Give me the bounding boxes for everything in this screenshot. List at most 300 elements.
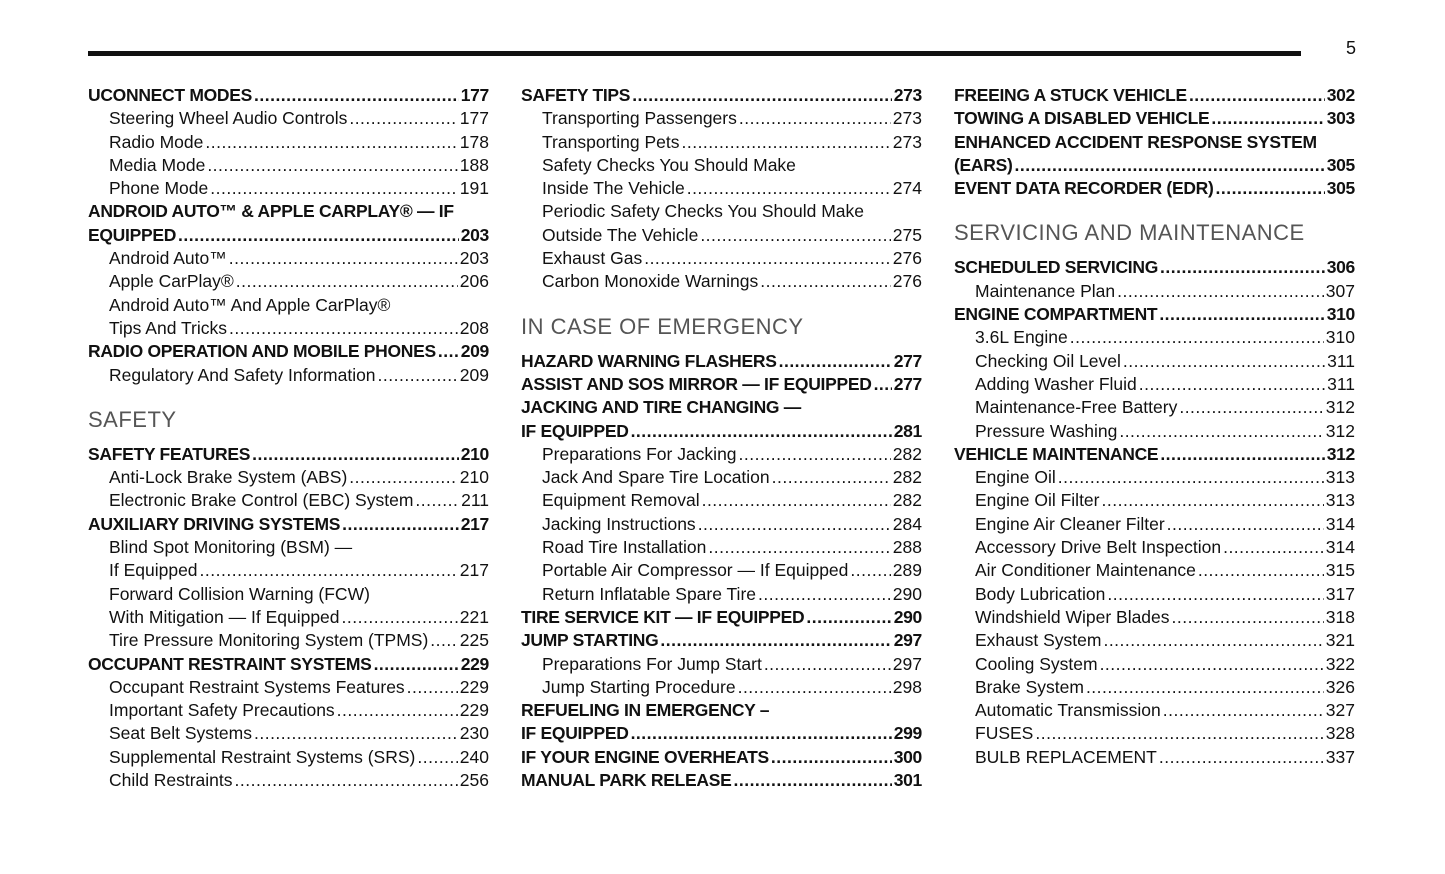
toc-entry-title: Equipment Removal (542, 490, 700, 511)
toc-entry[interactable] (88, 247, 489, 270)
toc-entry[interactable] (88, 722, 489, 745)
dot-leader (378, 364, 458, 387)
toc-page-number: 290 (892, 583, 922, 604)
dot-leader (200, 559, 458, 582)
toc-entry-title: Child Restraints (109, 770, 233, 791)
toc-entry-title: Engine Air Cleaner Filter (975, 513, 1165, 534)
toc-page-number: 276 (892, 248, 922, 269)
toc-entry[interactable] (954, 443, 1355, 466)
toc-entry-title: Inside The Vehicle (542, 178, 685, 199)
toc-entry[interactable] (521, 583, 922, 606)
dot-leader (764, 653, 891, 676)
dot-leader (631, 420, 892, 443)
toc-entry[interactable] (521, 722, 922, 745)
toc-page-number: 206 (459, 271, 489, 292)
toc-entry-title: Jack And Spare Tire Location (542, 467, 770, 488)
toc-page-number: 305 (1326, 178, 1355, 199)
toc-entry[interactable] (521, 676, 922, 699)
toc-entry[interactable] (521, 466, 922, 489)
toc-page-number: 297 (893, 630, 922, 651)
toc-entry-title: Safety Checks You Should Make (542, 154, 796, 175)
toc-page-number: 276 (892, 271, 922, 292)
dot-leader (1211, 107, 1324, 130)
toc-page-number: 307 (1325, 280, 1355, 301)
toc-page-number: 217 (459, 560, 489, 581)
toc-entry[interactable] (954, 177, 1355, 200)
toc-entry[interactable] (954, 489, 1355, 512)
dot-leader (687, 177, 891, 200)
dot-leader (779, 350, 892, 373)
toc-page-number: 178 (459, 131, 489, 152)
toc-entry[interactable] (88, 177, 489, 200)
dot-leader (1103, 629, 1323, 652)
toc-entry-title: EVENT DATA RECORDER (EDR) (954, 178, 1214, 199)
toc-page-number: 299 (893, 723, 922, 744)
dot-leader (698, 513, 891, 536)
toc-entry-title: Accessory Drive Belt Inspection (975, 537, 1222, 558)
toc-entry-title: BULB REPLACEMENT (975, 746, 1157, 767)
toc-entry[interactable] (954, 373, 1355, 396)
toc-entry[interactable] (88, 317, 489, 340)
toc-entry-continued (521, 154, 922, 177)
toc-entry[interactable] (521, 443, 922, 466)
toc-entry-title: Brake System (975, 676, 1084, 697)
toc-page-number: 302 (1326, 85, 1355, 105)
dot-leader (1035, 722, 1323, 745)
toc-entry-title: ASSIST AND SOS MIRROR — IF EQUIPPED (521, 373, 872, 394)
section-heading: IN CASE OF EMERGENCY (521, 313, 804, 339)
toc-entry[interactable] (954, 699, 1355, 722)
toc-page-number: 177 (460, 85, 489, 105)
toc-page-number: 209 (460, 341, 489, 362)
toc-entry-title: ENHANCED ACCIDENT RESPONSE SYSTEM (954, 131, 1317, 152)
toc-entry[interactable] (521, 131, 922, 154)
toc-page-number: 203 (460, 224, 489, 245)
toc-page-number: 312 (1325, 420, 1355, 441)
toc-page-number: 318 (1325, 606, 1355, 627)
toc-page-number: 290 (893, 606, 922, 627)
toc-entry[interactable] (521, 107, 922, 130)
dot-leader (1216, 177, 1325, 200)
toc-entry-continued (88, 294, 489, 317)
toc-page-number: 281 (893, 420, 922, 441)
toc-page-number: 203 (459, 248, 489, 269)
toc-page-number: 210 (460, 443, 489, 464)
toc-page-number: 230 (459, 723, 489, 744)
toc-entry-title: ENGINE COMPARTMENT (954, 304, 1158, 325)
section-heading: SERVICING AND MAINTENANCE (954, 220, 1305, 246)
toc-entry-continued (88, 583, 489, 606)
toc-entry[interactable] (954, 350, 1355, 373)
toc-entry[interactable] (521, 559, 922, 582)
toc-page-number: 221 (459, 606, 489, 627)
toc-entry[interactable] (954, 722, 1355, 745)
toc-entry[interactable] (954, 466, 1355, 489)
toc-page-number: 225 (459, 630, 489, 651)
toc-entry-title: Exhaust System (975, 630, 1102, 651)
toc-entry[interactable] (521, 247, 922, 270)
toc-page-number: 188 (459, 154, 489, 175)
toc-entry[interactable] (88, 84, 489, 107)
toc-entry[interactable] (954, 606, 1355, 629)
toc-entry[interactable] (88, 270, 489, 293)
toc-entry-title: Radio Mode (109, 131, 204, 152)
toc-entry-title: Engine Oil (975, 467, 1056, 488)
dot-leader (1014, 154, 1324, 177)
toc-entry[interactable] (954, 303, 1355, 326)
toc-entry[interactable] (88, 653, 489, 676)
toc-page-number: 321 (1325, 630, 1355, 651)
toc-entry[interactable] (521, 629, 922, 652)
toc-page-number: 326 (1325, 676, 1355, 697)
toc-entry-continued (521, 396, 922, 419)
toc-entry-title: TIRE SERVICE KIT — IF EQUIPPED (521, 606, 805, 627)
dot-leader (430, 629, 458, 652)
toc-entry-title: Transporting Passengers (542, 108, 737, 129)
toc-entry-title: Tire Pressure Monitoring System (TPMS) (109, 630, 429, 651)
dot-leader (349, 466, 458, 489)
toc-page-number: 229 (460, 653, 489, 674)
toc-entry-title: Carbon Monoxide Warnings (542, 271, 759, 292)
toc-entry[interactable] (954, 84, 1355, 107)
toc-entry[interactable] (88, 699, 489, 722)
toc-column-3 (954, 84, 1355, 769)
dot-leader (235, 769, 458, 792)
toc-entry-title: Apple CarPlay® (109, 271, 234, 292)
dot-leader (1198, 559, 1324, 582)
toc-entry[interactable] (954, 420, 1355, 443)
dot-leader (708, 536, 890, 559)
toc-entry-title: JACKING AND TIRE CHANGING — (521, 397, 802, 418)
toc-page-number: 273 (892, 131, 922, 152)
toc-entry-title: Jacking Instructions (542, 513, 696, 534)
toc-entry-title: Important Safety Precautions (109, 700, 335, 721)
dot-leader (874, 373, 892, 396)
dot-leader (229, 317, 458, 340)
dot-leader (205, 131, 457, 154)
toc-page-number: 191 (459, 178, 489, 199)
dot-leader (337, 699, 458, 722)
toc-entry-title: Return Inflatable Spare Tire (542, 583, 757, 604)
toc-entry[interactable] (521, 177, 922, 200)
toc-entry[interactable] (88, 769, 489, 792)
toc-entry-title: OCCUPANT RESTRAINT SYSTEMS (88, 653, 372, 674)
toc-entry[interactable] (954, 536, 1355, 559)
toc-page-number: 229 (459, 700, 489, 721)
toc-entry[interactable] (521, 606, 922, 629)
dot-leader (1139, 373, 1325, 396)
dot-leader (631, 722, 892, 745)
toc-entry[interactable] (954, 676, 1355, 699)
toc-entry[interactable] (88, 629, 489, 652)
toc-page-number: 209 (459, 364, 489, 385)
dot-leader (1160, 256, 1325, 279)
dot-leader (1107, 583, 1323, 606)
toc-page-number: 314 (1325, 513, 1355, 534)
toc-entry[interactable] (88, 364, 489, 387)
dot-leader (739, 443, 891, 466)
toc-page-number: 275 (892, 224, 922, 245)
toc-entry-title: Portable Air Compressor — If Equipped (542, 560, 849, 581)
toc-entry-title: Electronic Brake Control (EBC) System (109, 490, 414, 511)
toc-entry-title: FUSES (975, 723, 1034, 744)
toc-entry[interactable] (88, 559, 489, 582)
toc-page-number: 311 (1327, 373, 1355, 394)
toc-entry-title: Exhaust Gas (542, 248, 643, 269)
toc-entry-title: Outside The Vehicle (542, 224, 699, 245)
dot-leader (1123, 350, 1325, 373)
toc-page-number: 289 (892, 560, 922, 581)
toc-entry[interactable] (88, 513, 489, 536)
toc-entry-title: Body Lubrication (975, 583, 1106, 604)
toc-page-number: 303 (1326, 108, 1355, 129)
toc-entry[interactable] (88, 676, 489, 699)
toc-entry-continued (521, 699, 922, 722)
toc-entry-title: IF EQUIPPED (521, 723, 629, 744)
dot-leader (632, 84, 892, 107)
dot-leader (1102, 489, 1324, 512)
dot-leader (407, 676, 458, 699)
toc-page-number: 298 (892, 676, 922, 697)
toc-page-number: 327 (1325, 700, 1355, 721)
toc-page-number: 273 (893, 85, 922, 105)
dot-leader (342, 606, 458, 629)
toc-entry-title: RADIO OPERATION AND MOBILE PHONES (88, 341, 436, 362)
toc-entry-title: Tips And Tricks (109, 317, 227, 338)
toc-page-number: 177 (459, 108, 489, 129)
toc-entry-title: Supplemental Restraint Systems (SRS) (109, 746, 416, 767)
toc-entry[interactable] (954, 154, 1355, 177)
dot-leader (374, 653, 459, 676)
dot-leader (700, 224, 890, 247)
toc-entry[interactable] (954, 280, 1355, 303)
dot-leader (758, 583, 891, 606)
dot-leader (210, 177, 458, 200)
toc-entry[interactable] (954, 107, 1355, 130)
toc-entry[interactable] (88, 489, 489, 512)
toc-page-number: 337 (1325, 746, 1355, 767)
toc-page-number: 322 (1325, 653, 1355, 674)
section-heading: SAFETY (88, 406, 177, 432)
toc-page-number: 312 (1325, 397, 1355, 418)
toc-entry-continued (88, 200, 489, 223)
toc-page-number: 277 (893, 350, 922, 371)
toc-entry[interactable] (521, 653, 922, 676)
toc-entry-title: Maintenance Plan (975, 280, 1116, 301)
toc-page-number: 311 (1327, 350, 1355, 371)
toc-entry[interactable] (521, 350, 922, 373)
toc-page-number: 301 (893, 770, 922, 791)
dot-leader (702, 489, 891, 512)
toc-entry-title: SCHEDULED SERVICING (954, 257, 1159, 278)
toc-entry[interactable] (954, 746, 1355, 769)
toc-entry[interactable] (954, 559, 1355, 582)
toc-entry-title: UCONNECT MODES (88, 85, 252, 105)
toc-column-1 (88, 84, 489, 792)
toc-entry[interactable] (954, 396, 1355, 419)
toc-page-number: 317 (1325, 583, 1355, 604)
dot-leader (644, 247, 891, 270)
toc-entry-title: EQUIPPED (88, 224, 177, 245)
toc-entry-title: If Equipped (109, 560, 198, 581)
toc-entry-title: ANDROID AUTO™ & APPLE CARPLAY® — IF (88, 201, 454, 222)
toc-page-number: 288 (892, 537, 922, 558)
toc-entry-title: TOWING A DISABLED VEHICLE (954, 108, 1210, 129)
dot-leader (342, 513, 459, 536)
toc-entry-title: Transporting Pets (542, 131, 680, 152)
dot-leader (1159, 746, 1324, 769)
toc-entry-title: IF EQUIPPED (521, 420, 629, 441)
toc-entry[interactable] (521, 270, 922, 293)
toc-entry[interactable] (954, 583, 1355, 606)
toc-page-number: 256 (459, 770, 489, 791)
toc-page-number: 282 (892, 490, 922, 511)
toc-page-number: 310 (1326, 304, 1355, 325)
toc-page-number: 273 (892, 108, 922, 129)
toc-entry-title: 3.6L Engine (975, 327, 1068, 348)
toc-entry-title: FREEING A STUCK VEHICLE (954, 85, 1187, 105)
dot-leader (254, 84, 459, 107)
toc-page-number: 240 (459, 746, 489, 767)
toc-entry-continued (954, 131, 1355, 154)
toc-page-number: 210 (459, 467, 489, 488)
dot-leader (733, 769, 891, 792)
dot-leader (1189, 84, 1325, 107)
toc-entry[interactable] (88, 746, 489, 769)
dot-leader (1159, 303, 1324, 326)
toc-entry[interactable] (521, 420, 922, 443)
dot-leader (1167, 513, 1324, 536)
toc-entry-title: Pressure Washing (975, 420, 1118, 441)
toc-page-number: 313 (1325, 467, 1355, 488)
dot-leader (1117, 280, 1324, 303)
toc-entry-title: Preparations For Jump Start (542, 653, 762, 674)
toc-page-number: 282 (892, 443, 922, 464)
toc-entry[interactable] (521, 224, 922, 247)
toc-entry-title: Windshield Wiper Blades (975, 606, 1170, 627)
dot-leader (415, 489, 459, 512)
toc-page-number: 208 (459, 317, 489, 338)
dot-leader (349, 107, 457, 130)
dot-leader (1160, 443, 1324, 466)
dot-leader (772, 466, 891, 489)
dot-leader (252, 443, 459, 466)
toc-entry-title: Cooling System (975, 653, 1098, 674)
dot-leader (178, 224, 459, 247)
toc-entry-title: Media Mode (109, 154, 206, 175)
toc-entry-title: Air Conditioner Maintenance (975, 560, 1196, 581)
toc-entry-title: HAZARD WARNING FLASHERS (521, 350, 777, 371)
toc-page-number: 277 (893, 373, 922, 394)
toc-page-number: 312 (1326, 443, 1355, 464)
toc-entry-title: Automatic Transmission (975, 700, 1161, 721)
toc-entry-title: AUXILIARY DRIVING SYSTEMS (88, 513, 341, 534)
toc-page-number: 282 (892, 467, 922, 488)
toc-entry[interactable] (88, 224, 489, 247)
toc-page-number: 310 (1325, 327, 1355, 348)
toc-entry-title: Preparations For Jacking (542, 443, 737, 464)
toc-entry-title: Android Auto™ (109, 248, 227, 269)
toc-page-number: 313 (1325, 490, 1355, 511)
toc-entry[interactable] (88, 340, 489, 363)
dot-leader (1119, 420, 1323, 443)
toc-column-2 (521, 84, 922, 792)
toc-entry[interactable] (954, 326, 1355, 349)
toc-page-number: 314 (1325, 537, 1355, 558)
toc-entry-title: Occupant Restraint Systems Features (109, 676, 405, 697)
toc-page-number: 297 (892, 653, 922, 674)
toc-page-number: 305 (1326, 154, 1355, 175)
toc-entry[interactable] (88, 154, 489, 177)
toc-entry-title: VEHICLE MAINTENANCE (954, 443, 1159, 464)
dot-leader (850, 559, 890, 582)
toc-entry-title: Adding Washer Fluid (975, 373, 1137, 394)
toc-entry[interactable] (88, 606, 489, 629)
toc-entry-title: Blind Spot Monitoring (BSM) — (109, 537, 353, 558)
toc-page-number: 211 (461, 490, 489, 511)
page-number: 5 (1345, 38, 1356, 58)
toc-entry-title: Checking Oil Level (975, 350, 1121, 371)
toc-entry[interactable] (88, 443, 489, 466)
toc-entry[interactable] (954, 256, 1355, 279)
toc-entry[interactable] (521, 746, 922, 769)
toc-entry[interactable] (521, 513, 922, 536)
toc-entry-title: MANUAL PARK RELEASE (521, 770, 732, 791)
toc-entry[interactable] (521, 373, 922, 396)
toc-page-number: 315 (1325, 560, 1355, 581)
toc-entry[interactable] (521, 769, 922, 792)
toc-page-number: 300 (893, 746, 922, 767)
toc-entry-title: Forward Collision Warning (FCW) (109, 583, 370, 604)
dot-leader (1163, 699, 1324, 722)
toc-entry-title: REFUELING IN EMERGENCY – (521, 700, 770, 721)
toc-entry[interactable] (521, 84, 922, 107)
toc-page-number: 306 (1326, 257, 1355, 278)
toc-entry-title: IF YOUR ENGINE OVERHEATS (521, 746, 769, 767)
toc-entry[interactable] (88, 466, 489, 489)
toc-entry[interactable] (954, 653, 1355, 676)
toc-page-number: 217 (460, 513, 489, 534)
toc-page-number: 274 (892, 178, 922, 199)
toc-entry-title: Steering Wheel Audio Controls (109, 108, 348, 129)
toc-entry-title: SAFETY TIPS (521, 85, 631, 105)
toc-page-number: 328 (1325, 723, 1355, 744)
dot-leader (1086, 676, 1324, 699)
toc-entry-continued (521, 200, 922, 223)
toc-entry-title: Jump Starting Procedure (542, 676, 736, 697)
toc-entry[interactable] (521, 489, 922, 512)
dot-leader (254, 722, 458, 745)
dot-leader (681, 131, 890, 154)
dot-leader (229, 247, 458, 270)
toc-entry-title: Regulatory And Safety Information (109, 364, 376, 385)
dot-leader (207, 154, 457, 177)
toc-entry-title: Seat Belt Systems (109, 723, 252, 744)
toc-entry-title: JUMP STARTING (521, 630, 659, 651)
dot-leader (1070, 326, 1324, 349)
toc-entry[interactable] (521, 536, 922, 559)
dot-leader (1100, 653, 1324, 676)
dot-leader (438, 340, 459, 363)
toc-entry[interactable] (88, 131, 489, 154)
dot-leader (1058, 466, 1324, 489)
toc-entry[interactable] (954, 629, 1355, 652)
toc-entry[interactable] (88, 107, 489, 130)
toc-entry-title: Periodic Safety Checks You Should Make (542, 201, 864, 222)
toc-entry[interactable] (954, 513, 1355, 536)
dot-leader (806, 606, 891, 629)
toc-entry-title: Maintenance-Free Battery (975, 397, 1178, 418)
